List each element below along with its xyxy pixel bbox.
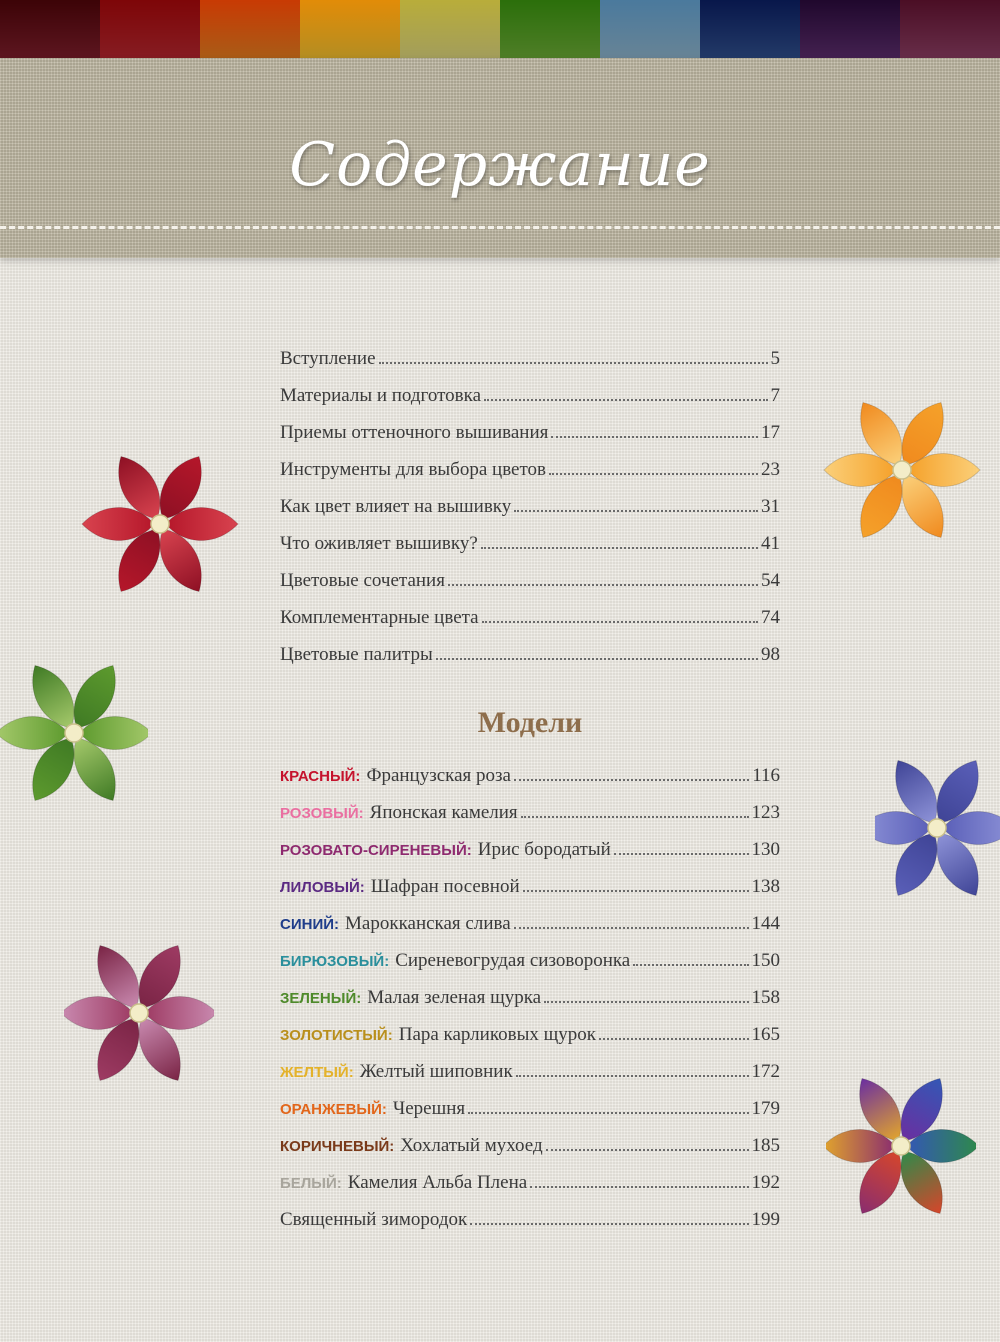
flower-center bbox=[892, 1137, 910, 1155]
entry-title: Пара карликовых щурок bbox=[398, 1024, 596, 1045]
toc-entry[interactable] bbox=[280, 839, 780, 876]
entry-title: Японская камелия bbox=[369, 802, 518, 823]
color-label: ЖЕЛТЫЙ: bbox=[280, 1064, 354, 1081]
thread-swatch bbox=[300, 0, 400, 58]
entry-title: Комплементарные цвета bbox=[280, 607, 479, 628]
dot-leader bbox=[448, 584, 758, 586]
thread-banner bbox=[0, 0, 1000, 58]
dot-leader bbox=[530, 1186, 748, 1188]
page-number: 192 bbox=[751, 1172, 780, 1193]
flower-center bbox=[893, 461, 911, 479]
entry-title: Что оживляет вышивку? bbox=[280, 533, 478, 554]
thread-swatch bbox=[400, 0, 500, 58]
thread-swatch bbox=[100, 0, 200, 58]
color-label: РОЗОВАТО-СИРЕНЕВЫЙ: bbox=[280, 842, 472, 859]
toc-entry[interactable] bbox=[280, 802, 780, 839]
dot-leader bbox=[633, 964, 748, 966]
page-number: 41 bbox=[761, 533, 780, 554]
toc-entry[interactable] bbox=[280, 533, 780, 570]
dot-leader bbox=[514, 779, 749, 781]
page-number: 138 bbox=[751, 876, 780, 897]
color-label: БИРЮЗОВЫЙ: bbox=[280, 953, 390, 970]
toc-entry[interactable] bbox=[280, 1098, 780, 1135]
dot-leader bbox=[484, 399, 767, 401]
entry-title: Как цвет влияет на вышивку bbox=[280, 496, 512, 517]
thread-swatch bbox=[0, 0, 100, 58]
page-number: 74 bbox=[761, 607, 780, 628]
toc-entry[interactable] bbox=[280, 644, 780, 681]
multicolor-flower-icon bbox=[826, 1066, 976, 1226]
toc-entry[interactable] bbox=[280, 913, 780, 950]
page-number: 5 bbox=[770, 348, 780, 369]
thread-swatch bbox=[700, 0, 800, 58]
page-title: Содержание bbox=[289, 130, 711, 200]
color-label: БЕЛЫЙ: bbox=[280, 1175, 342, 1192]
mauve-flower-icon bbox=[64, 928, 214, 1098]
models-heading: Модели bbox=[477, 706, 583, 739]
dot-leader bbox=[516, 1075, 749, 1077]
toc-entry[interactable] bbox=[280, 570, 780, 607]
entry-title: Инструменты для выбора цветов bbox=[280, 459, 547, 480]
dot-leader bbox=[468, 1112, 748, 1114]
toc-entry[interactable] bbox=[280, 950, 780, 987]
flower-center bbox=[151, 515, 169, 533]
entry-title: Черешня bbox=[392, 1098, 466, 1119]
entry-title: Сиреневогрудая сизоворонка bbox=[395, 950, 631, 971]
red-flower-icon bbox=[80, 436, 240, 611]
dot-leader bbox=[521, 816, 749, 818]
page-number: 199 bbox=[751, 1209, 780, 1230]
dot-leader bbox=[551, 436, 758, 438]
entry-title: Марокканская слива bbox=[345, 913, 511, 934]
toc-entry[interactable] bbox=[280, 765, 780, 802]
page-number: 144 bbox=[751, 913, 780, 934]
toc-entry[interactable] bbox=[280, 1209, 780, 1246]
dot-leader bbox=[599, 1038, 749, 1040]
dot-leader bbox=[614, 853, 749, 855]
page-number: 179 bbox=[751, 1098, 780, 1119]
page-number: 54 bbox=[761, 570, 780, 591]
toc-entry[interactable] bbox=[280, 1172, 780, 1209]
page-number: 98 bbox=[761, 644, 780, 665]
orange-flower-icon bbox=[820, 382, 985, 557]
color-label: ЗОЛОТИСТЫЙ: bbox=[280, 1027, 393, 1044]
dot-leader bbox=[379, 362, 768, 364]
toc-entry[interactable] bbox=[280, 876, 780, 913]
color-label: СИНИЙ: bbox=[280, 916, 340, 933]
color-label: ОРАНЖЕВЫЙ: bbox=[280, 1101, 387, 1118]
dot-leader bbox=[546, 1149, 749, 1151]
color-label: КРАСНЫЙ: bbox=[280, 768, 361, 785]
color-label: ЛИЛОВЫЙ: bbox=[280, 879, 365, 896]
toc-entry[interactable] bbox=[280, 987, 780, 1024]
page-number: 31 bbox=[761, 496, 780, 517]
entry-title: Ирис бородатый bbox=[477, 839, 611, 860]
dot-leader bbox=[523, 890, 749, 892]
toc-entry[interactable] bbox=[280, 385, 780, 422]
toc-entry[interactable] bbox=[280, 459, 780, 496]
blue-flower-icon bbox=[875, 740, 1000, 915]
color-label: РОЗОВЫЙ: bbox=[280, 805, 364, 822]
flower-center bbox=[65, 724, 83, 742]
page-number: 165 bbox=[751, 1024, 780, 1045]
dot-leader bbox=[514, 510, 758, 512]
page-number: 116 bbox=[752, 765, 780, 786]
entry-title: Камелия Альба Плена bbox=[347, 1172, 528, 1193]
thread-swatch bbox=[800, 0, 900, 58]
table-of-contents bbox=[280, 348, 780, 681]
dot-leader bbox=[549, 473, 758, 475]
models-list bbox=[280, 765, 780, 1246]
entry-title: Цветовые сочетания bbox=[280, 570, 445, 591]
flower-center bbox=[130, 1004, 148, 1022]
entry-title: Хохлатый мухоед bbox=[400, 1135, 543, 1156]
entry-title: Священный зимородок bbox=[280, 1209, 468, 1230]
dot-leader bbox=[514, 927, 749, 929]
page-number: 130 bbox=[751, 839, 780, 860]
thread-swatch bbox=[900, 0, 1000, 58]
page-number: 7 bbox=[770, 385, 780, 406]
entry-title: Материалы и подготовка bbox=[280, 385, 482, 406]
page-number: 123 bbox=[751, 802, 780, 823]
green-flower-icon bbox=[0, 648, 148, 818]
toc-entry[interactable] bbox=[280, 348, 780, 385]
page-number: 150 bbox=[751, 950, 780, 971]
entry-title: Малая зеленая щурка bbox=[367, 987, 542, 1008]
entry-title: Цветовые палитры bbox=[280, 644, 433, 665]
flower-center bbox=[928, 819, 946, 837]
page-number: 172 bbox=[751, 1061, 780, 1082]
color-label: ЗЕЛЕНЫЙ: bbox=[280, 990, 362, 1007]
dot-leader bbox=[436, 658, 758, 660]
toc-entry[interactable] bbox=[280, 1135, 780, 1172]
page-number: 185 bbox=[751, 1135, 780, 1156]
dot-leader bbox=[481, 547, 758, 549]
dot-leader bbox=[470, 1223, 748, 1225]
thread-swatch bbox=[500, 0, 600, 58]
color-label: КОРИЧНЕВЫЙ: bbox=[280, 1138, 395, 1155]
page-number: 23 bbox=[761, 459, 780, 480]
thread-swatch bbox=[200, 0, 300, 58]
entry-title: Французская роза bbox=[366, 765, 511, 786]
page-number: 158 bbox=[751, 987, 780, 1008]
toc-entry[interactable] bbox=[280, 496, 780, 533]
stitch-line bbox=[0, 226, 1000, 229]
dot-leader bbox=[482, 621, 758, 623]
page-number: 17 bbox=[761, 422, 780, 443]
toc-entry[interactable] bbox=[280, 1061, 780, 1098]
entry-title: Приемы оттеночного вышивания bbox=[280, 422, 549, 443]
toc-entry[interactable] bbox=[280, 607, 780, 644]
entry-title: Шафран посевной bbox=[370, 876, 520, 897]
entry-title: Вступление bbox=[280, 348, 376, 369]
entry-title: Желтый шиповник bbox=[359, 1061, 513, 1082]
toc-entry[interactable] bbox=[280, 422, 780, 459]
thread-swatch bbox=[600, 0, 700, 58]
dot-leader bbox=[544, 1001, 748, 1003]
toc-entry[interactable] bbox=[280, 1024, 780, 1061]
